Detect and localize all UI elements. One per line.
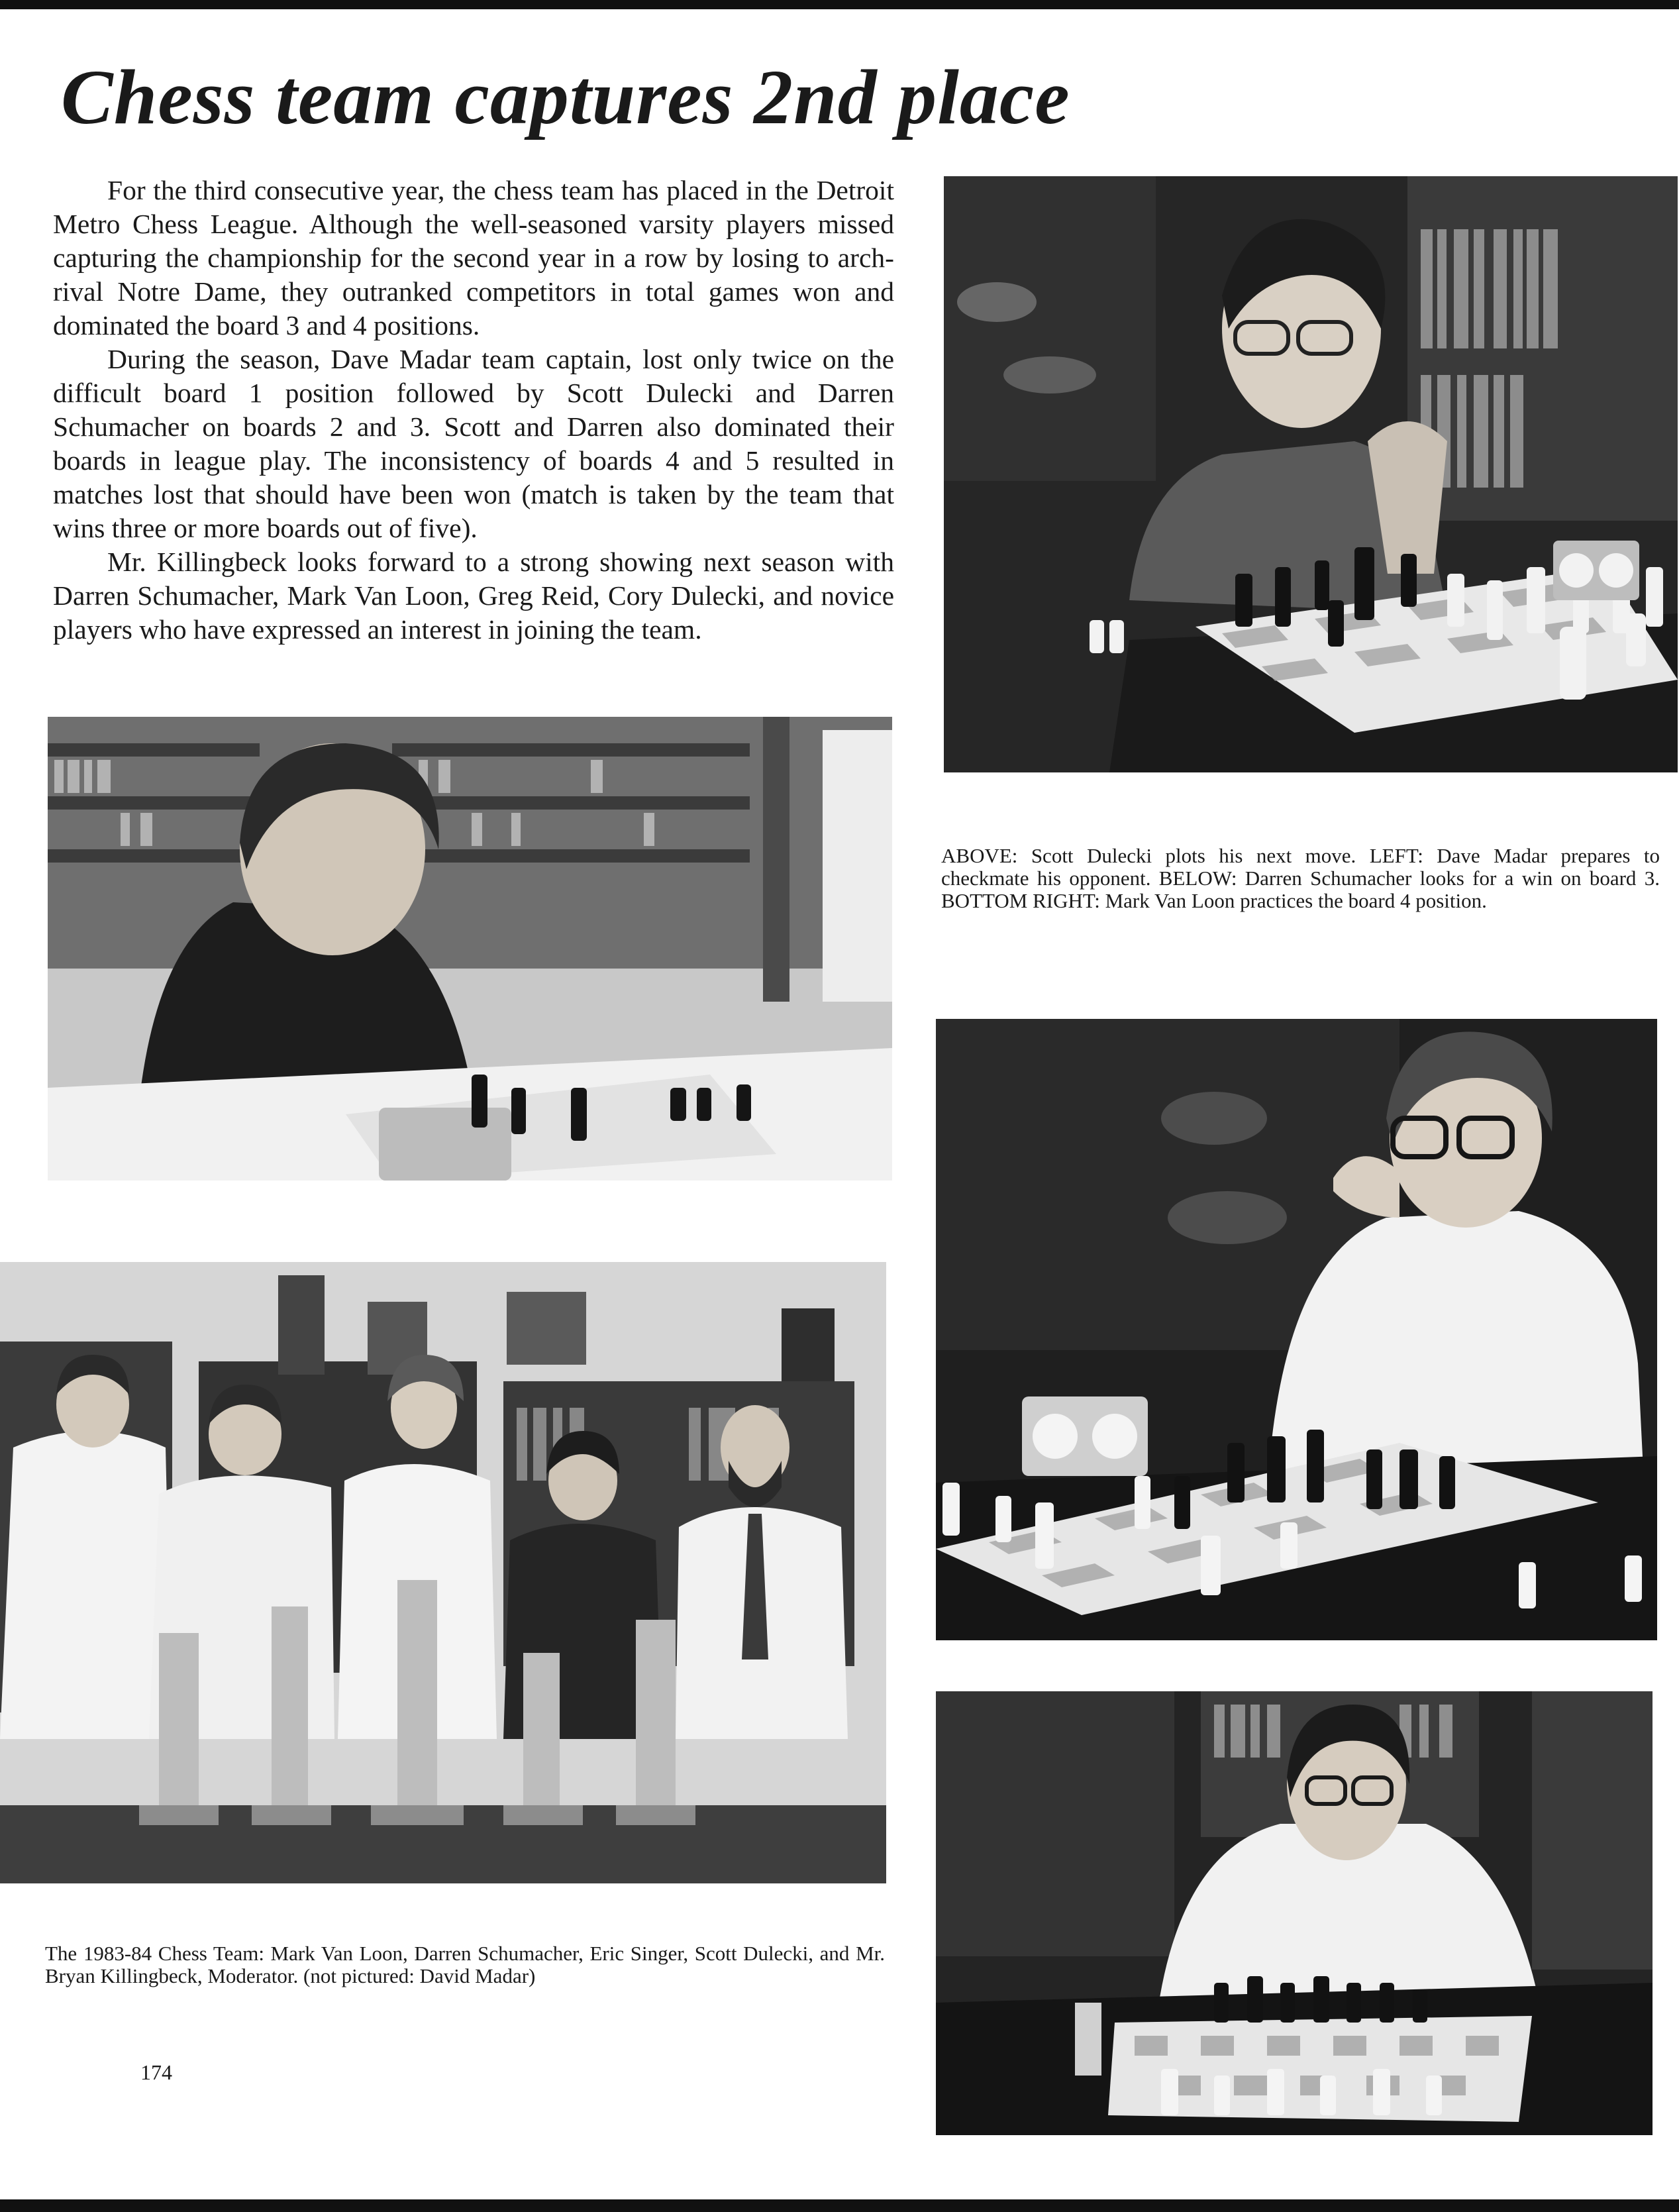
photo-mark-van-loon bbox=[936, 1691, 1653, 2135]
article-paragraph: During the season, Dave Madar team captain, lost only twice on the difficult board 1 position followed by Scott Dulecki and Darren Schumacher on boards 2 and 3. Scott and Darren also dominated their boards in league play. The inconsistency of boards 4 and 5 resulted in matches lost that should have been won (match is taken by the team that wins three or more boards out of five). bbox=[53, 344, 894, 543]
article-paragraph: Mr. Killingbeck looks forward to a strong showing next season with Darren Schumacher, Mark Van Loon, Greg Reid, Cory Dulecki, and novice players who have expressed an interest in joining the team. bbox=[53, 547, 894, 645]
team-photo-caption: The 1983-84 Chess Team: Mark Van Loon, Darren Schumacher, Eric Singer, Scott Dulecki, and Mr. Bryan Killingbeck, Moderator. (not pictured: David Madar) bbox=[45, 1942, 885, 1987]
photo-darren-schumacher bbox=[936, 1019, 1657, 1640]
article-paragraph: For the third consecutive year, the chess team has placed in the Detroit Metro Chess League. Although the well-seasoned varsity players missed capturing the championship for the second year in a row by losing to arch-rival Notre Dame, they outranked competitors in total games won and dominated the board 3 and 4 positions. bbox=[53, 175, 894, 341]
page-border-bottom bbox=[0, 2199, 1679, 2212]
photo-group-caption: ABOVE: Scott Dulecki plots his next move. LEFT: Dave Madar prepares to checkmate his opponent. BELOW: Darren Schumacher looks for a win on board 3. BOTTOM RIGHT: Mark Van Loon practices the board 4 position. bbox=[941, 844, 1660, 912]
page-number: 174 bbox=[140, 2060, 172, 2084]
page-title: Chess team captures 2nd place bbox=[61, 54, 1070, 140]
photo-scott-dulecki bbox=[944, 176, 1678, 772]
article-body bbox=[53, 174, 894, 647]
photo-team bbox=[0, 1262, 886, 1883]
page-border-top bbox=[0, 0, 1679, 9]
photo-dave-madar bbox=[48, 717, 892, 1181]
